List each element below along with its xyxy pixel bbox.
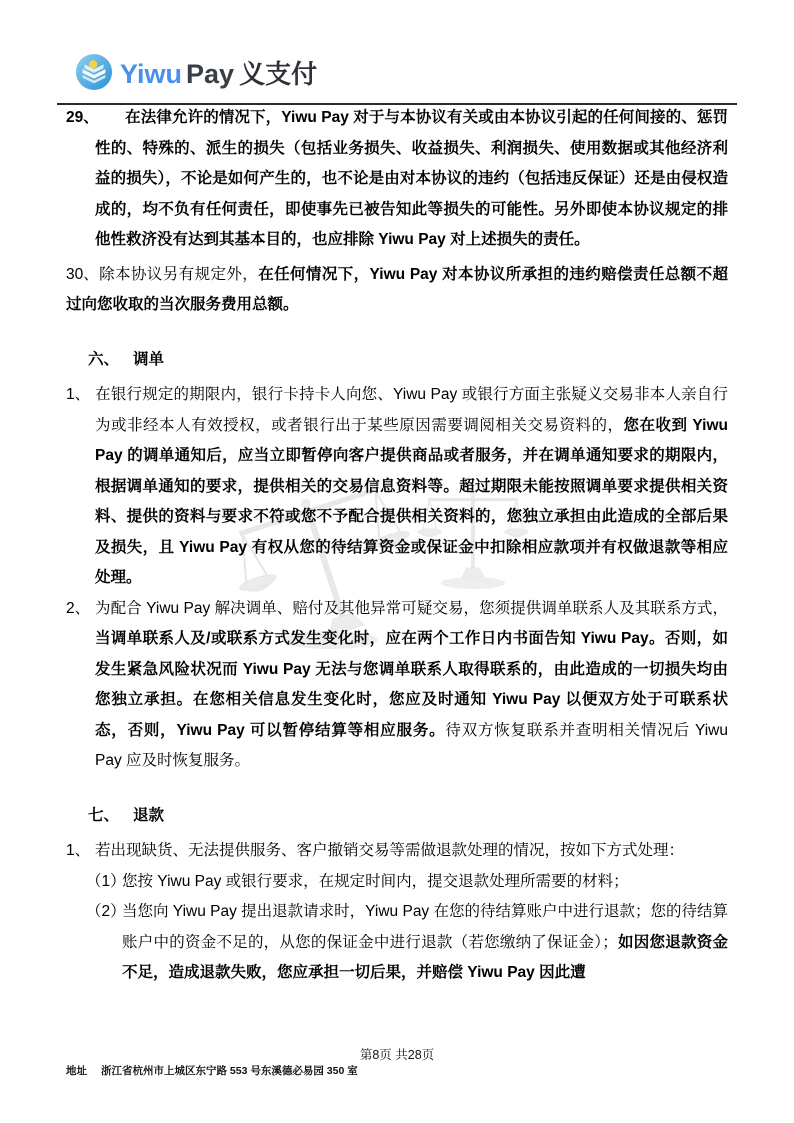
section-7-item-1 xyxy=(66,836,728,867)
section-7-item-1-sub-2-marker: （2） xyxy=(86,903,126,920)
section-7-item-1-sub-2-text-1: 如因您退款资金不足，造成退款失败，您应承担一切后果，并赔偿 Yiwu Pay 因此遭 xyxy=(122,933,728,981)
logo-word-pay: Pay xyxy=(186,58,235,89)
section-6-heading-title: 调单 xyxy=(133,350,165,368)
clause-29-text-0: 在法律允许的情况下，Yiwu Pay 对于与本协议有关或由本协议引起的任何间接的、惩罚性的、特殊的、派生的损失（包括业务损失、收益损失、利润损失、使用数据或其他经济利益的损失），不论是如何产生的，也不论是由对本协议的违约（包括违反保证）还是由侵权造成的，均不负有任何责任，即使事先已被告知此等损失的可能性。另外即使本协议规定的排他性救济没有达到其基本目的，也应排除 Yiwu Pay 对上述损失的责任。 xyxy=(95,109,728,248)
page-footer xyxy=(0,1023,794,1123)
section-7-heading-marker: 七、 xyxy=(88,806,120,824)
section-6-item-1 xyxy=(66,380,728,594)
section-6-item-2 xyxy=(66,594,728,777)
clause-30-marker: 30、 xyxy=(66,265,99,283)
clause-30-text-0: 除本协议另有规定外， xyxy=(98,265,259,283)
page-header xyxy=(57,0,737,105)
section-6-item-2-text-1: 当调单联系人及/或联系方式发生变化时，应在两个工作日内书面告知 Yiwu Pay。否则，如发生紧急风险状况而 Yiwu Pay 无法与您调单联系人取得联系的，由此造成的一切损失均由您独立承担。在您相关信息发生变化时，您应及时通知 Yiwu Pay 以便双方处于可联系状态，否则，Yiwu Pay 可以暂停结算等相应服务。 xyxy=(95,630,728,739)
section-6-item-1-marker: 1、 xyxy=(66,386,91,403)
section-7-item-1-marker: 1、 xyxy=(66,842,91,859)
yiwupay-logo xyxy=(75,53,317,91)
yiwupay-logo-icon xyxy=(75,53,113,91)
logo-word-cn: 义支付 xyxy=(239,58,318,89)
section-7-item-1-sub-1 xyxy=(66,867,728,898)
section-7-heading-title: 退款 xyxy=(133,806,165,824)
section-6-item-1-text-1: 您在收到 Yiwu Pay 的调单通知后，应当立即暂停向客户提供商品或者服务，并在调单通知要求的期限内，根据调单通知的要求，提供相关的交易信息资料等。超过期限未能按照调单要求提供相关资料、提供的资料与要求不符或您不予配合提供相关资料的，您独立承担由此造成的全部后果及损失，且 Yiwu Pay 有权从您的待结算资金或保证金中扣除相应款项并有权做退款等相应处理。 xyxy=(95,416,728,586)
section-7-item-1-sub-1-marker: （1） xyxy=(86,872,126,890)
clause-29 xyxy=(66,103,728,256)
section-7-item-1-text-0: 若出现缺货、无法提供服务、客户撤销交易等需做退款处理的情况，按如下方式处理： xyxy=(95,842,685,859)
yiwupay-logo-text xyxy=(120,54,317,91)
clause-30 xyxy=(66,260,728,321)
logo-word-yiwu: Yiwu xyxy=(120,58,183,89)
logo-sun-dot xyxy=(89,60,98,69)
address-value: 浙江省杭州市上城区东宁路 553 号东溪德必易园 350 室 xyxy=(101,1065,358,1077)
section-7-heading xyxy=(66,801,728,832)
address-label: 地址 xyxy=(66,1065,87,1077)
section-6-item-2-text-0: 为配合 Yiwu Pay 解决调单、赔付及其他异常可疑交易，您须提供调单联系人及其联系方式， xyxy=(95,599,728,617)
section-6-heading-marker: 六、 xyxy=(88,350,120,368)
section-6-item-1-text-0: 在银行规定的期限内，银行卡持卡人向您、Yiwu Pay 或银行方面主张疑义交易非本人亲自行为或非经本人有效授权，或者银行出于某些原因需要调阅相关交易资料的， xyxy=(95,386,728,434)
section-6-item-2-text-2: 待双方恢复联系并查明相关情况后 Yiwu Pay 应及时恢复服务。 xyxy=(95,721,728,769)
page-number: 第8页 共28页 xyxy=(359,1048,435,1062)
section-7-item-1-sub-2-text-0: 当您向 Yiwu Pay 提出退款请求时，Yiwu Pay 在您的待结算账户中进行退款；您的待结算账户中的资金不足的，从您的保证金中进行退款（若您缴纳了保证金）； xyxy=(122,903,728,951)
clause-30-text-1: 在任何情况下，Yiwu Pay 对本协议所承担的违约赔偿责任总额不超过向您收取的当次服务费用总额。 xyxy=(66,265,728,313)
clause-29-marker: 29、 xyxy=(66,109,99,126)
section-7-item-1-sub-2 xyxy=(66,897,728,989)
company-address xyxy=(66,1063,358,1078)
section-6-heading xyxy=(66,345,728,376)
section-7-item-1-sub-1-text-0: 您按 Yiwu Pay 或银行要求，在规定时间内，提交退款处理所需要的材料； xyxy=(122,872,629,890)
agreement-body xyxy=(66,103,728,989)
section-6-item-2-marker: 2、 xyxy=(66,599,91,617)
